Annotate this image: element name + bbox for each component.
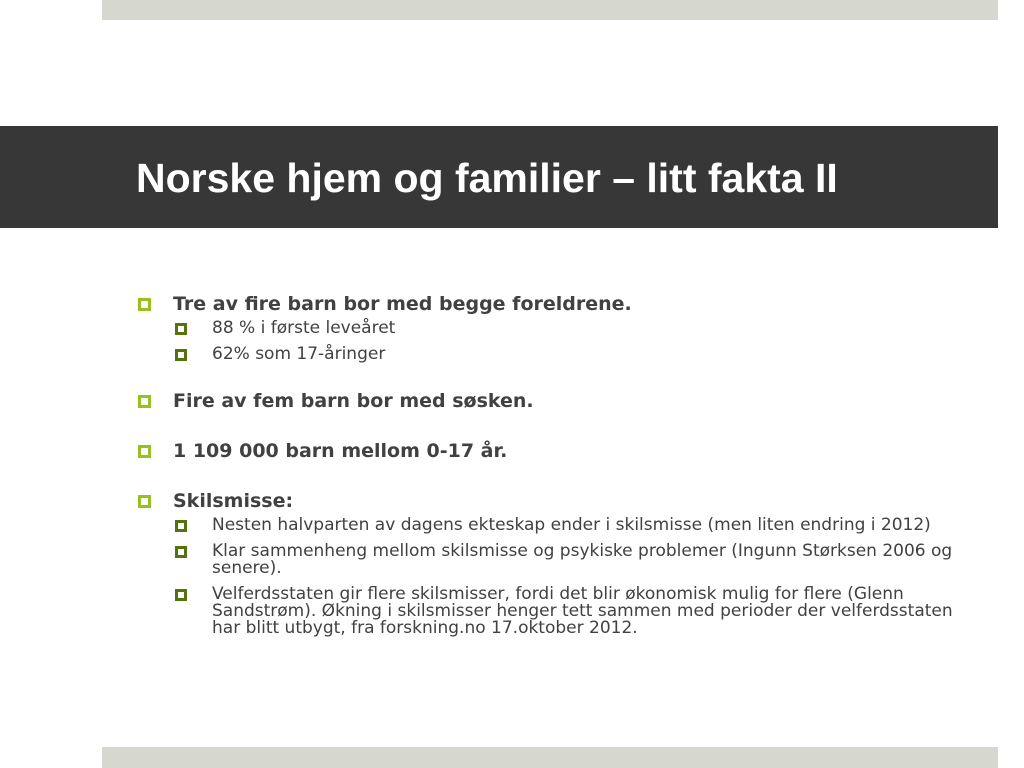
bullet-item (138, 489, 978, 637)
sub-bullet-text: 62% som 17-åringer (212, 344, 386, 364)
sub-bullet-text: Klar sammenheng mellom skilsmisse og psykiske problemer (Ingunn Størksen 2006 og senere). (212, 541, 953, 578)
square-bullet-icon (138, 495, 151, 508)
sub-bullet-text: Velferdsstaten gir flere skilsmisser, fordi det blir økonomisk mulig for flere (Glenn Sandstrøm). Økning i skilsmisser henger tett sammen med perioder der velferdsstaten har blitt utbygt, fra forskning.no 17.oktober 2012. (212, 584, 953, 638)
sub-bullet-list (173, 320, 978, 363)
square-sub-bullet-icon (175, 589, 187, 601)
square-bullet-icon (138, 298, 151, 311)
sub-bullet-text: 88 % i første leveåret (212, 318, 396, 338)
square-bullet-icon (138, 395, 151, 408)
sub-bullet-item (173, 586, 978, 637)
bullet-item (138, 439, 978, 463)
bullet-item (138, 292, 978, 363)
bullet-text: Fire av fem barn bor med søsken. (173, 390, 534, 412)
bullet-text: 1 109 000 barn mellom 0-17 år. (173, 440, 508, 462)
sub-bullet-item (173, 543, 978, 577)
bullet-text: Tre av fire barn bor med begge foreldrene. (173, 293, 632, 315)
bullet-item (138, 389, 978, 413)
sub-bullet-item (173, 346, 978, 363)
sub-bullet-item (173, 320, 978, 337)
bottom-decor-band (102, 747, 998, 768)
slide-title: Norske hjem og familier – litt fakta II (136, 155, 838, 201)
sub-bullet-item (173, 517, 978, 534)
sub-bullet-text: Nesten halvparten av dagens ekteskap ender i skilsmisse (men liten endring i 2012) (212, 515, 931, 535)
square-sub-bullet-icon (175, 520, 187, 532)
top-decor-band (102, 0, 998, 20)
slide-content (138, 292, 978, 646)
sub-bullet-list (173, 517, 978, 637)
square-sub-bullet-icon (175, 349, 187, 361)
bullet-text: Skilsmisse: (173, 490, 294, 512)
square-sub-bullet-icon (175, 323, 187, 335)
square-sub-bullet-icon (175, 546, 187, 558)
square-bullet-icon (138, 445, 151, 458)
